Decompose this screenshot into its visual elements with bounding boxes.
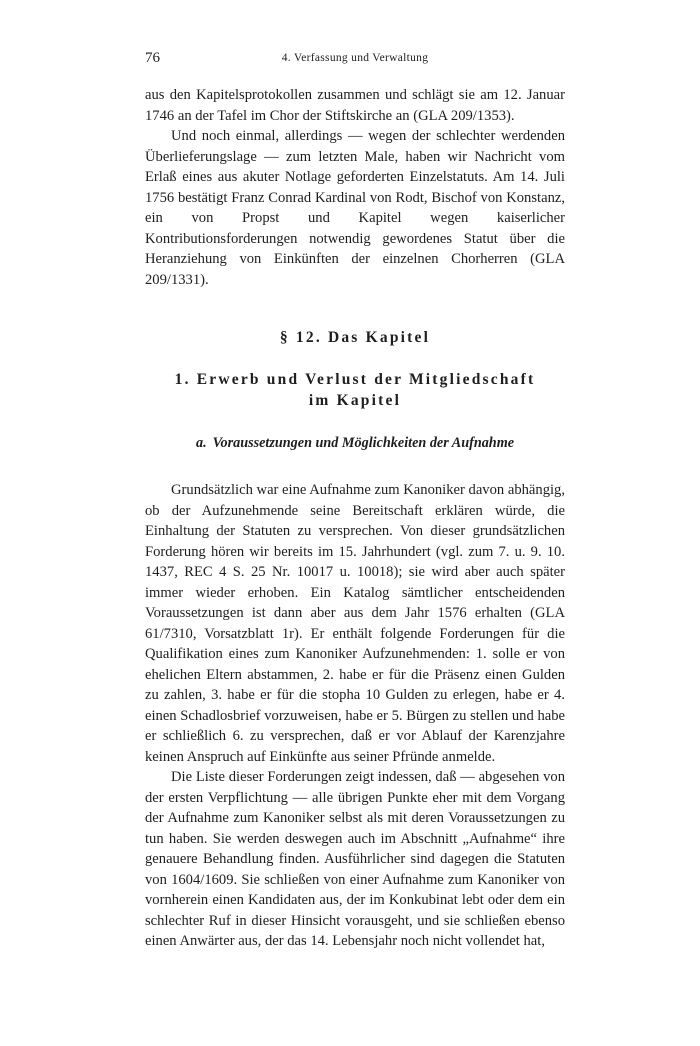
subsubsection-letter: a. [195, 435, 207, 451]
running-head [145, 46, 565, 68]
section-heading: § 12. Das Kapitel [279, 329, 431, 346]
paragraph: Und noch einmal, allerdings — wegen der schlechter werdenden Überlieferungslage — zum letzten Male, haben wir Nachricht vom Erlaß eines aus akuter Notlage geforderten Einzelstatuts. Am 14. Juli 1756 bestätigt Franz Conrad Kardinal von Rodt, Bischof von Konstanz, ein von Propst und Kapitel wegen kaiserlicher Kontributionsforderungen notwendig gewordenes Statut über die Heranziehung von Einkünften der einzelnen Chorherren (GLA 209/1331). [145, 128, 565, 288]
paragraph-continued: aus den Kapitelsprotokollen zusammen und schlägt sie am 12. Januar 1746 an der Tafel im Chor der Stiftskirche an (GLA 209/1353). [145, 87, 565, 124]
book-page [145, 46, 565, 952]
intro-text [145, 85, 565, 290]
subsubsection-heading [145, 433, 565, 453]
paragraph: Grundsätzlich war eine Aufnahme zum Kanoniker davon abhängig, ob der Aufzunehmende seine Bereitschaft erklären würde, die Einhaltung der Statuten zu versprechen. Von dieser grundsätzlichen Forderung hören wir bereits im 15. Jahrhundert (vgl. zum 7. u. 9. 10. 1437, REC 4 S. 25 Nr. 10017 u. 10018); sie wird aber auch später immer wieder erhoben. Ein Katalog sämtlicher entscheidenden Voraussetzungen ist dann aber aus dem Jahr 1576 erhalten (GLA 61/7310, Vorsatzblatt 1r). Er enthält folgende Forderungen für die Qualifikation eines zum Kanoniker Aufzunehmenden: 1. solle er von ehelichen Eltern abstammen, 2. habe er für die Präsenz einen Gulden zu zahlen, 3. habe er für die stopha 10 Gulden zu erlegen, habe er 4. einen Schadlosbrief vorzuweisen, habe er 5. Bürgen zu stellen und habe er schließlich 6. zu versprechen, daß er vor Ablauf der Karenzjahre keinen Anspruch auf Einkünfte aus seiner Pfründe anmelde. [145, 482, 565, 765]
subsection-heading-line-2: im Kapitel [308, 392, 402, 409]
subsection-heading [145, 369, 565, 411]
running-head-title: 4. Verfassung und Verwaltung [281, 52, 429, 64]
subsection-heading-line-1: 1. Erwerb und Verlust der Mitgliedschaft [174, 371, 536, 388]
paragraph: Die Liste dieser Forderungen zeigt indessen, daß — abgesehen von der ersten Verpflichtung — alle übrigen Punkte eher mit dem Vorgang der Aufnahme zum Kanoniker selbst als mit deren Voraussetzungen zu tun haben. Sie werden deswegen auch im Abschnitt „Aufnahme“ ihre genauere Behandlung finden. Ausführlicher sind dagegen die Statuten von 1604/1609. Sie schließen von einer Aufnahme zum Kanoniker von vornherein einen Kandidaten aus, der im Konkubinat lebt oder dem ein schlechter Ruf in dieser Hinsicht vorausgeht, und sie schließen ebenso einen Anwärter aus, der das 14. Lebensjahr noch nicht vollendet hat, [145, 769, 565, 949]
page-number: 76 [145, 50, 160, 66]
body-text [145, 480, 565, 952]
subsubsection-title: Voraussetzungen und Möglichkeiten der Aufnahme [212, 435, 515, 451]
